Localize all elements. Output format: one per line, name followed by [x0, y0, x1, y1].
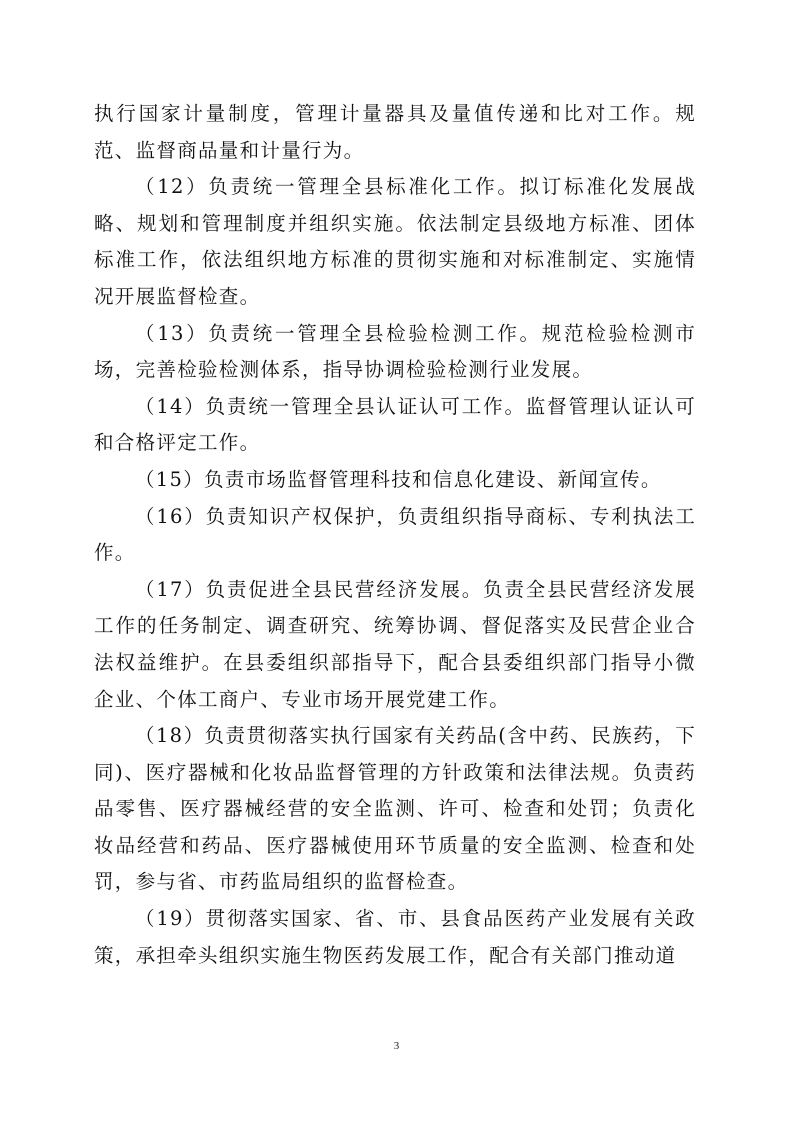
paragraph-item-15: （15）负责市场监督管理科技和信息化建设、新闻宣传。	[135, 467, 662, 491]
page-number: 3	[393, 1040, 400, 1052]
paragraph-item-16: （16）负责知识产权保护，负责组织指导商标、专利执法工作。	[94, 504, 696, 565]
paragraph-item-13: （13）负责统一管理全县检验检测工作。规范检验检测市场，完善检验检测体系，指导协调检验检测行业发展。	[94, 321, 696, 382]
paragraph-item-12: （12）负责统一管理全县标准化工作。拟订标准化发展战略、规划和管理制度并组织实施。依法制定县级地方标准、团体标准工作，依法组织地方标准的贯彻实施和对标准制定、实施情况开展监督检查。	[94, 175, 696, 308]
document-body	[94, 96, 696, 974]
paragraph-item-17: （17）负责促进全县民营经济发展。负责全县民营经济发展工作的任务制定、调查研究、统筹协调、督促落实及民营企业合法权益维护。在县委组织部指导下，配合县委组织部门指导小微企业、个体工商户、专业市场开展党建工作。	[94, 577, 696, 711]
paragraph-item-19: （19）贯彻落实国家、省、市、县食品医药产业发展有关政策，承担牵头组织实施生物医药发展工作，配合有关部门推动道	[94, 907, 696, 967]
paragraph-item-14: （14）负责统一管理全县认证认可工作。监督管理认证认可和合格评定工作。	[94, 394, 696, 455]
paragraph-continuation-11: 执行国家计量制度，管理计量器具及量值传递和比对工作。规范、监督商品量和计量行为。	[94, 102, 696, 162]
paragraph-item-18: （18）负责贯彻落实执行国家有关药品(含中药、民族药，下同)、医疗器械和化妆品监督管理的方针政策和法律法规。负责药品零售、医疗器械经营的安全监测、许可、检查和处罚；负责化妆品经营和药品、医疗器械使用环节质量的安全监测、检查和处罚，参与省、市药监局组织的监督检查。	[94, 724, 696, 894]
